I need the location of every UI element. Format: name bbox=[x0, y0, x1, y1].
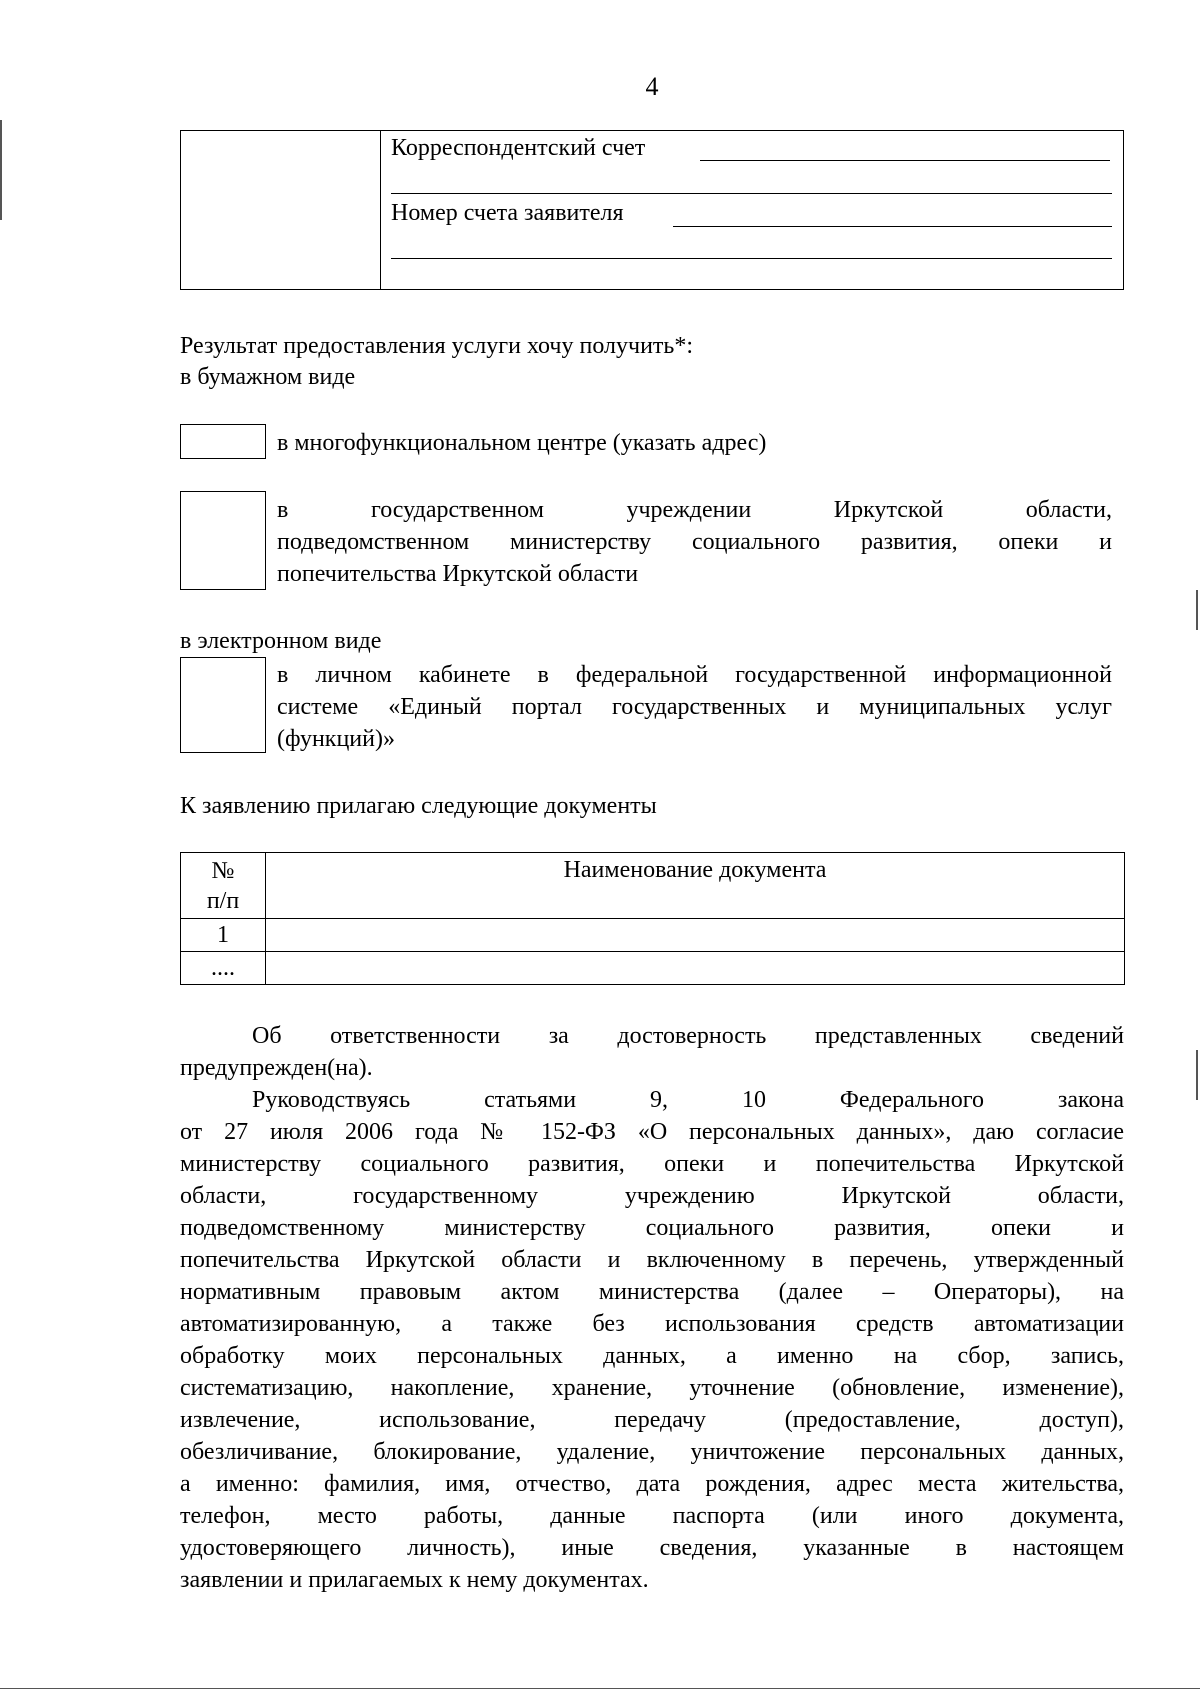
mfc-checkbox[interactable] bbox=[180, 424, 266, 459]
scan-edge-mark bbox=[0, 120, 2, 220]
column-name-header: Наименование документа bbox=[266, 853, 1125, 919]
paragraph-line: министерству социального развития, опеки и попечительства Иркутской bbox=[180, 1151, 1124, 1177]
page-number: 4 bbox=[645, 72, 659, 101]
responsibility-paragraph bbox=[180, 1020, 1124, 1084]
scan-edge-mark bbox=[1196, 590, 1198, 630]
documents-heading: К заявлению прилагаю следующие документы bbox=[180, 793, 657, 819]
scan-edge-mark bbox=[0, 1688, 1200, 1689]
option-line: попечительства Иркутской области bbox=[277, 561, 639, 587]
correspondent-account-field-continuation[interactable] bbox=[391, 193, 1112, 194]
paragraph-line: Руководствуясь статьями 9, 10 Федерального закона bbox=[252, 1087, 1124, 1113]
paragraph-line: подведомственному министерству социального развития, опеки и bbox=[180, 1215, 1124, 1241]
paragraph-line: Об ответственности за достоверность представленных сведений bbox=[252, 1023, 1124, 1049]
option-line: системе «Единый портал государственных и муниципальных услуг bbox=[277, 694, 1112, 720]
option-line: в государственном учреждении Иркутской области, bbox=[277, 497, 1112, 523]
correspondent-account-field[interactable] bbox=[700, 160, 1110, 161]
table-row bbox=[181, 952, 1125, 985]
paper-form-label: в бумажном виде bbox=[180, 364, 356, 390]
documents-table bbox=[180, 852, 1125, 985]
applicant-account-field-continuation[interactable] bbox=[391, 258, 1112, 259]
table-divider bbox=[380, 131, 381, 289]
paragraph-line: удостоверяющего личность), иные сведения, указанные в настоящем bbox=[180, 1535, 1124, 1561]
option-line: (функций)» bbox=[277, 726, 395, 752]
scan-edge-mark bbox=[1196, 1050, 1198, 1100]
applicant-account-label: Номер счета заявителя bbox=[391, 200, 624, 226]
option-state-institution-label bbox=[277, 494, 1112, 590]
table-row bbox=[181, 919, 1125, 952]
paragraph-line: попечительства Иркутской области и включенному в перечень, утвержденный bbox=[180, 1247, 1124, 1273]
document-name-cell[interactable] bbox=[266, 952, 1125, 985]
column-number-line: п/п bbox=[206, 887, 240, 914]
paragraph-line: телефон, место работы, данные паспорта (или иного документа, bbox=[180, 1503, 1124, 1529]
paragraph-line: систематизацию, накопление, хранение, уточнение (обновление, изменение), bbox=[180, 1375, 1124, 1401]
option-line: подведомственном министерству социального развития, опеки и bbox=[277, 529, 1112, 555]
paragraph-line: автоматизированную, а также без использования средств автоматизации bbox=[180, 1311, 1124, 1337]
paragraph-line: обезличивание, блокирование, удаление, уничтожение персональных данных, bbox=[180, 1439, 1124, 1465]
document-name-cell[interactable] bbox=[266, 919, 1125, 952]
applicant-account-field[interactable] bbox=[673, 226, 1112, 227]
paragraph-line: нормативным правовым актом министерства (далее – Операторы), на bbox=[180, 1279, 1124, 1305]
state-institution-checkbox[interactable] bbox=[180, 491, 266, 590]
bank-details-table bbox=[180, 130, 1124, 290]
row-number: .... bbox=[181, 952, 266, 985]
correspondent-account-label: Корреспондентский счет bbox=[391, 135, 646, 161]
paragraph-line: области, государственному учреждению Иркутской области, bbox=[180, 1183, 1124, 1209]
option-mfc-label: в многофункциональном центре (указать адрес) bbox=[277, 430, 767, 456]
row-number: 1 bbox=[181, 919, 266, 952]
electronic-form-label: в электронном виде bbox=[180, 628, 382, 654]
paragraph-line: заявлении и прилагаемых к нему документах. bbox=[180, 1567, 649, 1593]
column-number-header bbox=[181, 853, 266, 919]
paragraph-line: а именно: фамилия, имя, отчество, дата рождения, адрес места жительства, bbox=[180, 1471, 1124, 1497]
paragraph-line: извлечение, использование, передачу (предоставление, доступ), bbox=[180, 1407, 1124, 1433]
result-heading: Результат предоставления услуги хочу получить*: bbox=[180, 333, 694, 359]
consent-paragraph bbox=[180, 1084, 1124, 1596]
paragraph-line: предупрежден(на). bbox=[180, 1055, 373, 1081]
paragraph-line: от 27 июля 2006 года № 152-ФЗ «О персональных данных», даю согласие bbox=[180, 1119, 1124, 1145]
portal-checkbox[interactable] bbox=[180, 657, 266, 753]
paragraph-line: обработку моих персональных данных, а именно на сбор, запись, bbox=[180, 1343, 1124, 1369]
column-number-line: № bbox=[211, 857, 235, 884]
option-line: в личном кабинете в федеральной государственной информационной bbox=[277, 662, 1112, 688]
option-portal-label bbox=[277, 659, 1112, 755]
table-header-row bbox=[181, 853, 1125, 919]
